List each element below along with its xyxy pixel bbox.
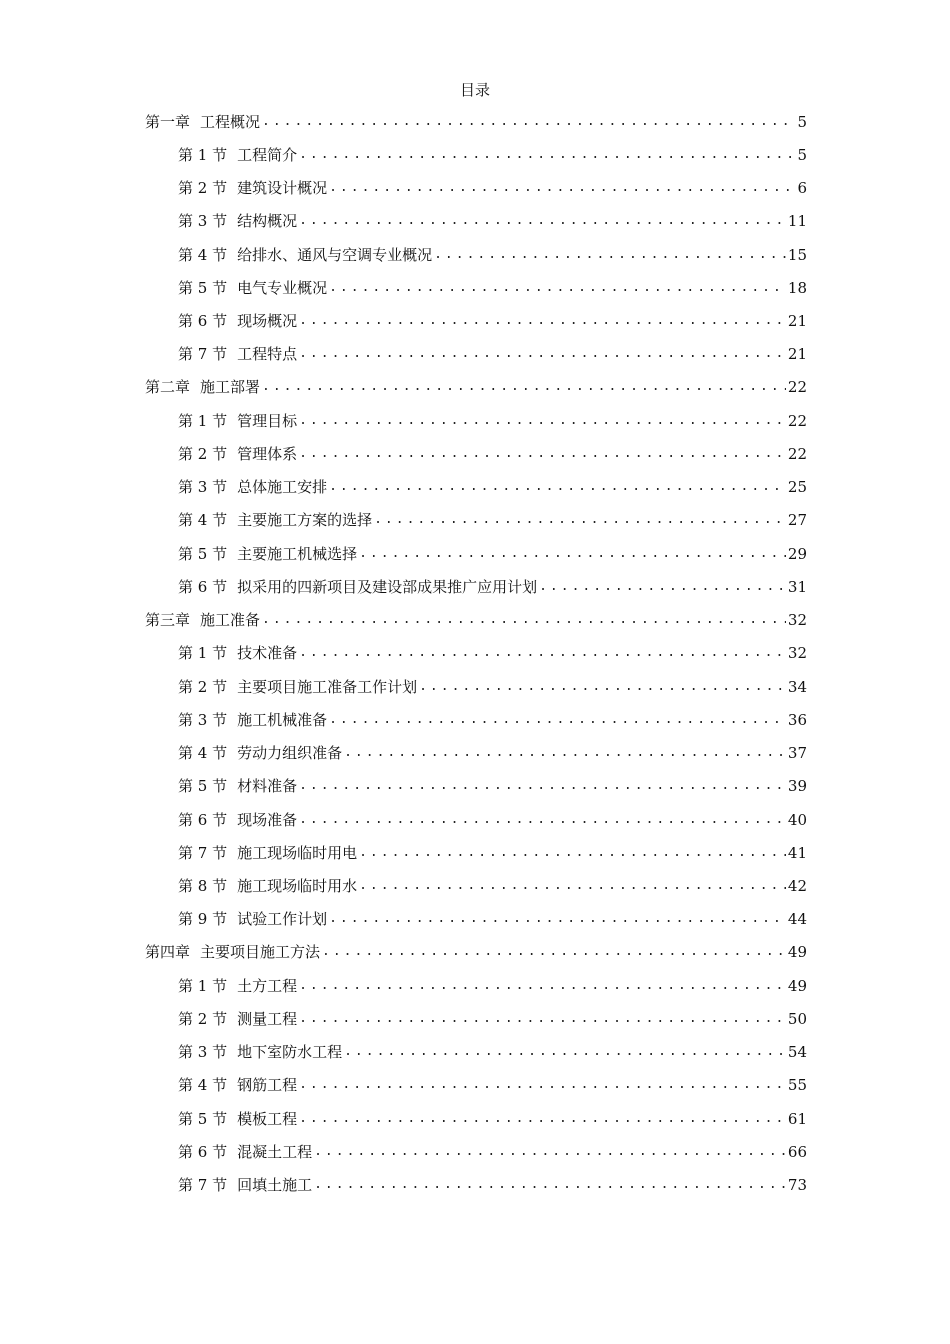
toc-entry-number: 第 1 节 — [178, 411, 228, 430]
toc-entry-title: 结构概况 — [237, 212, 298, 231]
toc-entry-number: 第 2 节 — [178, 1009, 228, 1028]
toc-entry-number: 第 4 节 — [178, 1076, 228, 1095]
toc-page-number: 11 — [787, 212, 807, 231]
toc-entry-title: 主要施工机械选择 — [237, 544, 358, 563]
toc-page-number: 55 — [787, 1076, 807, 1095]
toc-entry-title: 总体施工安排 — [237, 478, 328, 497]
toc-entry-number: 第 7 节 — [178, 843, 228, 862]
toc-entry-title: 施工准备 — [200, 611, 261, 630]
toc-entry-title: 混凝土工程 — [237, 1142, 313, 1161]
toc-section-entry[interactable] — [145, 869, 807, 902]
dot-leader — [262, 377, 786, 397]
toc-entry-number: 第 3 节 — [178, 212, 228, 231]
toc-entry-label — [178, 643, 297, 663]
toc-entry-number: 第 4 节 — [178, 245, 228, 264]
toc-entry-label — [178, 1142, 312, 1162]
toc-entry-title: 主要项目施工准备工作计划 — [237, 677, 418, 696]
toc-page-number: 66 — [787, 1142, 807, 1161]
dot-leader — [329, 178, 795, 198]
toc-entry-title: 现场概况 — [237, 312, 298, 331]
toc-entry-title: 工程概况 — [200, 112, 261, 131]
dot-leader — [539, 577, 786, 597]
toc-entry-title: 技术准备 — [237, 644, 298, 663]
toc-entry-number: 第 2 节 — [178, 677, 228, 696]
toc-entry-label — [145, 610, 260, 630]
toc-section-entry[interactable] — [145, 637, 807, 670]
dot-leader — [329, 278, 786, 298]
toc-section-entry[interactable] — [145, 770, 807, 803]
toc-entry-label — [178, 178, 327, 198]
toc-entry-label — [178, 311, 297, 331]
toc-entry-title: 给排水、通风与空调专业概况 — [237, 245, 433, 264]
toc-page-number: 18 — [787, 278, 807, 297]
toc-title: 目录 — [459, 81, 490, 99]
toc-entry-number: 第 3 节 — [178, 710, 228, 729]
toc-entry-label — [178, 1175, 312, 1195]
toc-entry-number: 第 6 节 — [178, 1142, 228, 1161]
toc-entry-label — [178, 211, 297, 231]
toc-section-entry[interactable] — [145, 304, 807, 337]
toc-entry-label — [178, 677, 417, 697]
toc-page-number: 29 — [787, 544, 807, 563]
toc-entry-title: 地下室防水工程 — [237, 1043, 343, 1062]
dot-leader — [299, 776, 786, 796]
dot-leader — [299, 311, 786, 331]
toc-section-entry[interactable] — [145, 670, 807, 703]
dot-leader — [299, 145, 795, 165]
toc-entry-number: 第 5 节 — [178, 777, 228, 796]
toc-entry-number: 第 7 节 — [178, 1176, 228, 1195]
toc-entry-title: 工程简介 — [237, 145, 298, 164]
toc-section-entry[interactable] — [145, 404, 807, 437]
toc-entry-number: 第二章 — [145, 378, 191, 397]
toc-chapter-entry[interactable] — [145, 604, 807, 637]
dot-leader — [419, 677, 786, 697]
dot-leader — [262, 112, 795, 132]
toc-entry-label — [178, 544, 357, 564]
toc-entry-title: 模板工程 — [237, 1109, 298, 1128]
toc-entry-label — [178, 876, 357, 896]
toc-section-entry[interactable] — [145, 271, 807, 304]
dot-leader — [299, 444, 786, 464]
toc-page-number: 49 — [787, 943, 807, 962]
toc-entry-number: 第 1 节 — [178, 644, 228, 663]
toc-chapter-entry[interactable] — [145, 105, 807, 138]
toc-page-number: 22 — [787, 378, 807, 397]
toc-entry-label — [178, 710, 327, 730]
toc-page-number: 5 — [797, 145, 807, 164]
toc-entry-title: 钢筋工程 — [237, 1076, 298, 1095]
toc-entry-label — [178, 1075, 297, 1095]
toc-entry-number: 第三章 — [145, 611, 191, 630]
toc-entry-title: 施工现场临时用电 — [237, 843, 358, 862]
toc-entry-title: 劳动力组织准备 — [237, 744, 343, 763]
dot-leader — [262, 610, 786, 630]
toc-entry-title: 电气专业概况 — [237, 278, 328, 297]
toc-entry-title: 施工现场临时用水 — [237, 877, 358, 895]
toc-section-entry[interactable] — [145, 1002, 807, 1035]
toc-entry-label — [178, 444, 297, 464]
toc-entry-title: 主要项目施工方法 — [200, 943, 321, 962]
toc-entry-number: 第 8 节 — [178, 877, 228, 895]
dot-leader — [299, 411, 786, 431]
dot-leader — [329, 710, 786, 730]
toc-entry-title: 管理体系 — [237, 444, 298, 463]
toc-entry-number: 第 7 节 — [178, 345, 228, 364]
toc-entry-number: 第 6 节 — [178, 810, 228, 829]
dot-leader — [359, 843, 786, 863]
toc-section-entry[interactable] — [145, 171, 807, 204]
toc-section-entry[interactable] — [145, 1102, 807, 1135]
toc-page-number: 15 — [787, 245, 807, 264]
dot-leader — [434, 245, 786, 265]
dot-leader — [299, 643, 786, 663]
dot-leader — [329, 909, 786, 929]
toc-section-entry[interactable] — [145, 471, 807, 504]
toc-entry-number: 第 5 节 — [178, 278, 228, 297]
toc-page-number: 39 — [787, 777, 807, 796]
dot-leader — [299, 1109, 786, 1129]
toc-page-number: 42 — [787, 877, 807, 895]
toc-page-number: 49 — [787, 976, 807, 995]
toc-entry-label — [178, 976, 297, 996]
toc-section-entry[interactable] — [145, 736, 807, 769]
toc-section-entry[interactable] — [145, 703, 807, 736]
toc-entry-number: 第 2 节 — [178, 179, 228, 198]
toc-entry-label — [178, 477, 327, 497]
toc-page-number: 32 — [787, 611, 807, 630]
toc-entry-label — [145, 377, 260, 397]
toc-entry-label — [178, 510, 372, 530]
dot-leader — [374, 510, 786, 530]
dot-leader — [299, 810, 786, 830]
toc-page-number: 61 — [787, 1109, 807, 1128]
dot-leader — [322, 942, 786, 962]
toc-entry-label — [145, 942, 320, 962]
toc-entry-label — [178, 1009, 297, 1029]
toc-page-number: 6 — [797, 179, 807, 198]
toc-entry-number: 第 4 节 — [178, 744, 228, 763]
dot-leader — [314, 1142, 786, 1162]
toc-entry-number: 第 4 节 — [178, 511, 228, 530]
toc-entry-label — [178, 909, 327, 929]
toc-page-number: 5 — [797, 112, 807, 131]
toc-entry-label — [178, 776, 297, 796]
toc-entry-label — [178, 411, 297, 431]
table-of-contents — [145, 105, 807, 1202]
toc-entry-title: 材料准备 — [237, 777, 298, 796]
toc-entry-label — [178, 743, 342, 763]
toc-entry-title: 测量工程 — [237, 1009, 298, 1028]
toc-section-entry[interactable] — [145, 803, 807, 836]
toc-page-number: 44 — [787, 910, 807, 929]
toc-section-entry[interactable] — [145, 570, 807, 603]
dot-leader — [314, 1175, 786, 1195]
toc-entry-title: 现场准备 — [237, 810, 298, 829]
toc-section-entry[interactable] — [145, 1069, 807, 1102]
toc-entry-number: 第 5 节 — [178, 1109, 228, 1128]
toc-page-number: 21 — [787, 312, 807, 331]
dot-leader — [344, 743, 786, 763]
toc-entry-title: 施工部署 — [200, 378, 261, 397]
toc-entry-label — [178, 810, 297, 830]
toc-entry-label — [178, 278, 327, 298]
toc-entry-number: 第 9 节 — [178, 910, 228, 929]
toc-entry-title: 工程特点 — [237, 345, 298, 364]
toc-page-number: 41 — [787, 843, 807, 862]
toc-section-entry[interactable] — [145, 238, 807, 271]
dot-leader — [299, 1009, 786, 1029]
toc-section-entry[interactable] — [145, 903, 807, 936]
toc-page-number: 32 — [787, 644, 807, 663]
toc-entry-label — [178, 145, 297, 165]
toc-section-entry[interactable] — [145, 138, 807, 171]
toc-entry-title: 试验工作计划 — [237, 910, 328, 929]
dot-leader — [299, 1075, 786, 1095]
toc-page-number: 40 — [787, 810, 807, 829]
toc-chapter-entry[interactable] — [145, 936, 807, 969]
toc-entry-title: 建筑设计概况 — [237, 179, 328, 198]
toc-chapter-entry[interactable] — [145, 371, 807, 404]
dot-leader — [299, 211, 786, 231]
toc-page-number: 22 — [787, 411, 807, 430]
dot-leader — [359, 876, 786, 896]
toc-entry-title: 回填土施工 — [237, 1176, 313, 1195]
toc-page-number: 21 — [787, 345, 807, 364]
toc-page-number: 73 — [787, 1176, 807, 1195]
toc-entry-number: 第一章 — [145, 112, 191, 131]
toc-entry-title: 拟采用的四新项目及建设部成果推广应用计划 — [237, 577, 538, 596]
toc-entry-label — [178, 843, 357, 863]
toc-entry-label — [178, 245, 432, 265]
toc-page-number: 54 — [787, 1043, 807, 1062]
toc-entry-title: 主要施工方案的选择 — [237, 511, 373, 530]
toc-section-entry[interactable] — [145, 338, 807, 371]
toc-entry-number: 第 6 节 — [178, 312, 228, 331]
toc-section-entry[interactable] — [145, 205, 807, 238]
toc-section-entry[interactable] — [145, 836, 807, 869]
toc-entry-label — [178, 577, 537, 597]
toc-page-number: 22 — [787, 444, 807, 463]
toc-entry-number: 第四章 — [145, 943, 191, 962]
toc-entry-label — [178, 344, 297, 364]
toc-entry-number: 第 3 节 — [178, 1043, 228, 1062]
toc-entry-number: 第 3 节 — [178, 478, 228, 497]
toc-entry-number: 第 2 节 — [178, 444, 228, 463]
toc-section-entry[interactable] — [145, 437, 807, 470]
toc-entry-label — [178, 1109, 297, 1129]
toc-section-entry[interactable] — [145, 1036, 807, 1069]
toc-page-number: 50 — [787, 1009, 807, 1028]
toc-page-number: 27 — [787, 511, 807, 530]
toc-entry-number: 第 6 节 — [178, 577, 228, 596]
toc-page-number: 25 — [787, 478, 807, 497]
toc-entry-title: 土方工程 — [237, 976, 298, 995]
toc-section-entry[interactable] — [145, 1135, 807, 1168]
toc-entry-title: 施工机械准备 — [237, 710, 328, 729]
toc-entry-number: 第 1 节 — [178, 976, 228, 995]
toc-entry-number: 第 5 节 — [178, 544, 228, 563]
toc-section-entry[interactable] — [145, 969, 807, 1002]
toc-section-entry[interactable] — [145, 504, 807, 537]
toc-entry-title: 管理目标 — [237, 411, 298, 430]
toc-page-number: 36 — [787, 710, 807, 729]
toc-section-entry[interactable] — [145, 1169, 807, 1202]
toc-entry-label — [145, 112, 260, 132]
toc-page-number: 34 — [787, 677, 807, 696]
dot-leader — [329, 477, 786, 497]
dot-leader — [359, 544, 786, 564]
toc-entry-number: 第 1 节 — [178, 145, 228, 164]
toc-page-number: 37 — [787, 744, 807, 763]
toc-section-entry[interactable] — [145, 537, 807, 570]
toc-page-number: 31 — [787, 577, 807, 596]
dot-leader — [299, 344, 786, 364]
dot-leader — [299, 976, 786, 996]
toc-entry-label — [178, 1042, 342, 1062]
dot-leader — [344, 1042, 786, 1062]
